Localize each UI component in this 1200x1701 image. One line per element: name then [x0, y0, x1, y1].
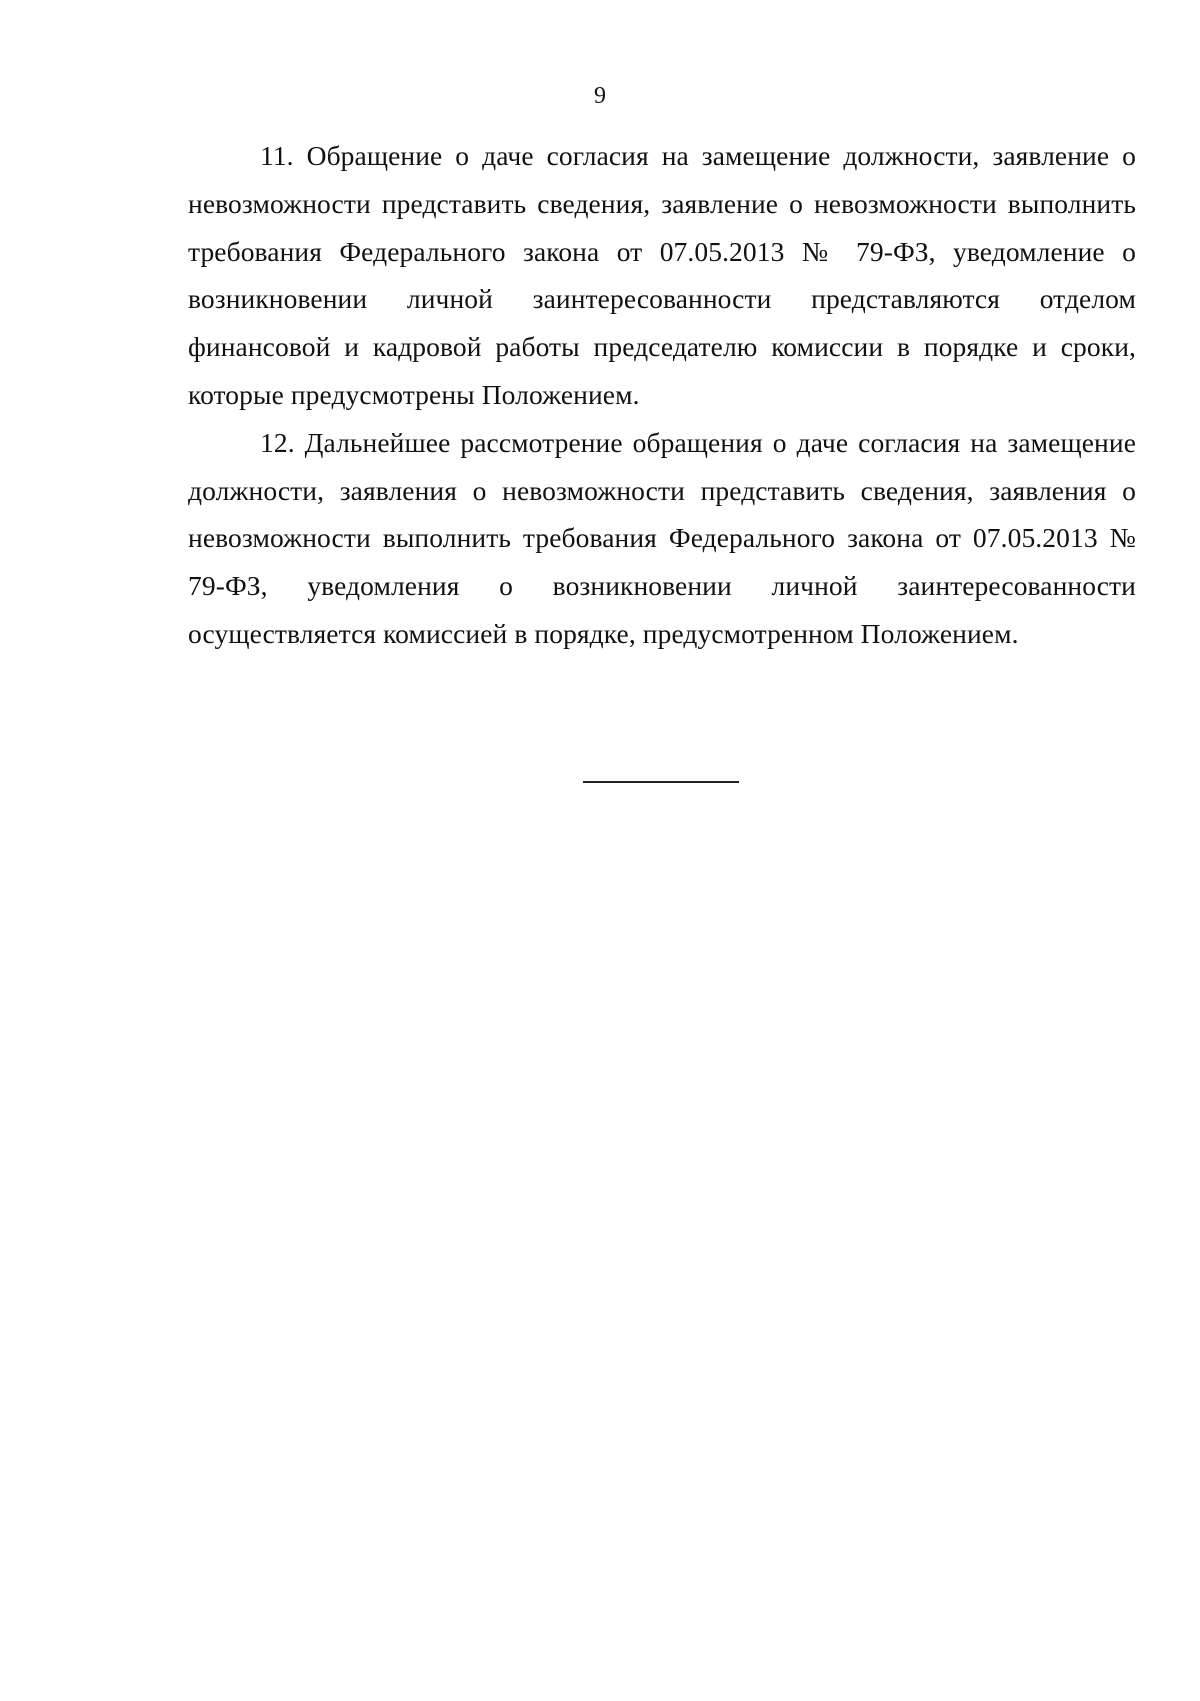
document-body	[188, 132, 1136, 658]
paragraph-12: 12. Дальнейшее рассмотрение обращения о даче согласия на замещение должности, заявления о невозможности представить сведения, заявления о невозможности выполнить требования Федерального закона от 07.05.2013 № 79-ФЗ, уведомления о возникновении личной заинтересованности осуществляется комиссией в порядке, предусмотренном Положением.	[188, 426, 1136, 649]
page-number: 9	[594, 83, 606, 109]
paragraph-11: 11. Обращение о даче согласия на замещение должности, заявление о невозможности представить сведения, заявление о невозможности выполнить требования Федерального закона от 07.05.2013 № 79-ФЗ, уведомление о возникновении личной заинтересованности представляются отделом финансовой и кадровой работы председателю комиссии в порядке и сроки, которые предусмотрены Положением.	[188, 140, 1136, 410]
end-of-document-rule	[583, 781, 739, 783]
